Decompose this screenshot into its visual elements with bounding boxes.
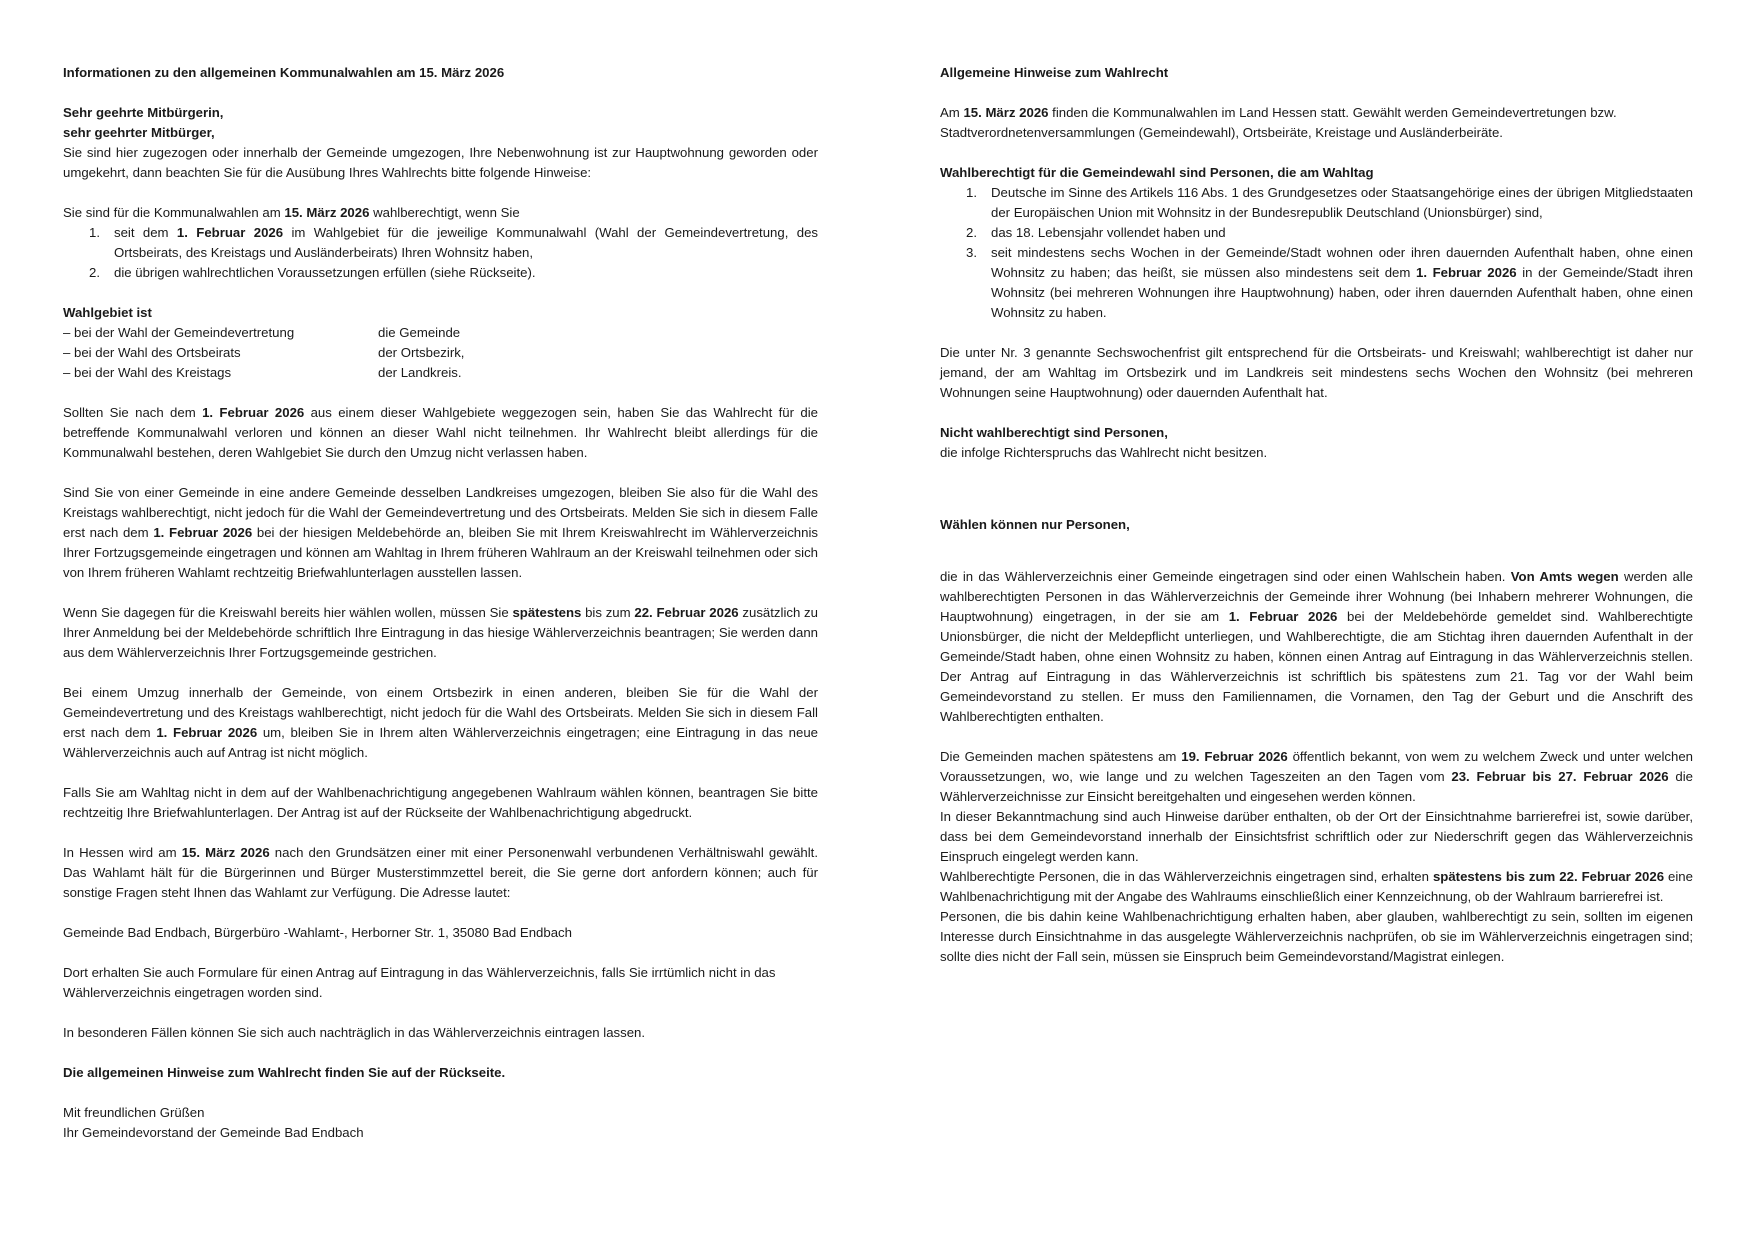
eligibility-list [63, 223, 818, 283]
can-vote-heading: Wählen können nur Personen, [940, 517, 1130, 532]
kreiswahl-paragraph: Wenn Sie dagegen für die Kreiswahl bereits hier wählen wollen, müssen Sie spätestens bis zum 22. Februar 2026 zusätzlich zu Ihrer Anmeldung bei der Meldebehörde schriftlich Ihre Eintragung in das hiesige Wählerverzeichnis beantragen; Sie werden dann aus dem Wählerverzeichnis Ihrer Fortzugsgemeinde gestrichen. [63, 605, 818, 660]
right-title: Allgemeine Hinweise zum Wahlrecht [940, 65, 1169, 80]
publish-paragraph: Die Gemeinden machen spätestens am 19. Februar 2026 öffentlich bekannt, von wem zu welchem Zweck und unter welchen Voraussetzungen, wo, wie lange und zu welchen Tageszeiten an den Tagen vom 23. Februar bis 27. Februar 2026 die Wählerverzeichnisse zur Einsicht bereitgehalten und eingesehen werden können. [940, 749, 1693, 804]
right-page [940, 63, 1693, 967]
register-paragraph: die in das Wählerverzeichnis einer Gemeinde eingetragen sind oder einen Wahlschein haben. Von Amts wegen werden alle wahlberechtigten Personen in das Wählerverzeichnis der Gemeinde ihrer Wohnung (bei Inhabern mehrerer Wohnungen, die Hauptwohnung) eingetragen, in der sie am 1. Februar 2026 bei der Meldebehörde gemeldet sind. Wahlberechtigte Unionsbürger, die nicht der Meldepflicht unterliegen, und Wahlberechtigte, die am Stichtag ihren dauernden Aufenthalt in der Gemeinde/Stadt haben, ohne einen Wohnsitz zu haben, können einen Antrag auf Eintragung in das Wählerverzeichnis stellen. Der Antrag auf Eintragung in das Wählerverzeichnis ist schriftlich bis spätestens zum 21. Tag vor der Wahl beim Gemeindevorstand zu stellen. Er muss den Familiennamen, die Vornamen, den Tag der Geburt und die Anschrift des Wahlberechtigten enthalten. [940, 569, 1694, 724]
eligibility-lead: Sie sind für die Kommunalwahlen am 15. März 2026 wahlberechtigt, wenn Sie [63, 205, 520, 220]
greeting-line-2: sehr geehrter Mitbürger, [63, 125, 215, 140]
list-item: 2. die übrigen wahlrechtlichen Voraussetzungen erfüllen (siehe Rückseite). [89, 265, 536, 280]
election-type: – bei der Wahl der Gemeindevertretung [63, 325, 295, 340]
intro-paragraph: Sie sind hier zugezogen oder innerhalb der Gemeinde umgezogen, Ihre Nebenwohnung ist zur Hauptwohnung geworden oder umgekehrt, dann beachten Sie für die Ausübung Ihres Wahlrechts bitte folgende Hinweise: [63, 145, 818, 180]
election-area: der Ortsbezirk, [378, 345, 465, 360]
not-eligible-text: die infolge Richterspruchs das Wahlrecht nicht besitzen. [940, 445, 1268, 460]
not-eligible-heading: Nicht wahlberechtigt sind Personen, [940, 425, 1168, 440]
office-address: Gemeinde Bad Endbach, Bürgerbüro -Wahlamt-, Herborner Str. 1, 35080 Bad Endbach [63, 925, 572, 940]
election-area: die Gemeinde [378, 325, 461, 340]
barrier-paragraph: In dieser Bekanntmachung sind auch Hinweise darüber enthalten, ob der Ort der Einsichtnahme barrierefrei ist, sowie darüber, dass bei dem Gemeindevorstand innerhalb der Einsichtsfrist schriftlich oder zur Niederschrift gegen das Wählerverzeichnis Einspruch eingelegt werden kann. [940, 809, 1693, 864]
same-district-paragraph: Sind Sie von einer Gemeinde in eine andere Gemeinde desselben Landkreises umgezogen, bleiben Sie also für die Wahl des Kreistags wahlberechtigt, nicht jedoch für die Wahl der Gemeindevertretung und des Ortsbeirats. Melden Sie sich in diesem Falle erst nach dem 1. Februar 2026 bei der hiesigen Meldebehörde an, bleiben Sie mit Ihrem Kreiswahlrecht im Wählerverzeichnis Ihrer Fortzugsgemeinde eingetragen und können am Wahltag in Ihrem früheren Wahlraum an der Kreiswahl teilnehmen oder sich von Ihrem früheren Wahlamt rechtzeitig Briefwahlunterlagen ausstellen lassen. [63, 485, 818, 580]
list-item: 2. das 18. Lebensjahr vollendet haben und [966, 225, 1226, 240]
greeting-line-1: Sehr geehrte Mitbürgerin, [63, 105, 224, 120]
internal-move-paragraph: Bei einem Umzug innerhalb der Gemeinde, von einem Ortsbezirk in einen anderen, bleiben Sie für die Wahl der Gemeindevertretung und des Kreistags wahlberechtigt, nicht jedoch für die Wahl des Ortsbeirats. Melden Sie sich in diesem Fall erst nach dem 1. Februar 2026 um, bleiben Sie in Ihrem alten Wählerverzeichnis eingetragen; eine Eintragung in das neue Wählerverzeichnis auch auf Antrag ist nicht möglich. [63, 685, 818, 760]
election-type: – bei der Wahl des Ortsbeirats [63, 345, 241, 360]
hessen-paragraph: In Hessen wird am 15. März 2026 nach den Grundsätzen einer mit einer Personenwahl verbundenen Verhältniswahl gewählt. Das Wahlamt hält für die Bürgerinnen und Bürger Musterstimmzettel bereit, die Sie gerne dort anfordern können; auch für sonstige Fragen steht Ihnen das Wahlamt zur Verfügung. Die Adresse lautet: [63, 845, 818, 900]
wahlgebiet-heading: Wahlgebiet ist [63, 305, 152, 320]
right-intro: Am 15. März 2026 finden die Kommunalwahlen im Land Hessen statt. Gewählt werden Gemeindevertretungen bzw. Stadtverordnetenversammlungen (Gemeindewahl), Ortsbeiräte, Kreistage und Ausländerbeiräte. [940, 105, 1617, 140]
wahlgebiet-table [63, 323, 818, 383]
left-page [63, 63, 818, 1143]
notification-paragraph: Wahlberechtigte Personen, die in das Wählerverzeichnis eingetragen sind, erhalten spätestens bis zum 22. Februar 2026 eine Wahlbenachrichtigung mit der Angabe des Wahlraums einschließlich einer Kennzeichnung, ob der Wahlraum barrierefrei ist. [940, 869, 1693, 904]
eligible-list [940, 183, 1693, 323]
moved-away-paragraph: Sollten Sie nach dem 1. Februar 2026 aus einem dieser Wahlgebiete weggezogen sein, haben Sie das Wahlrecht für die betreffende Kommunalwahl verloren und können an dieser Wahl nicht teilnehmen. Ihr Wahlrecht bleibt allerdings für die Kommunalwahl bestehen, deren Wahlgebiet Sie durch den Umzug nicht verlassen haben. [63, 405, 818, 460]
briefwahl-paragraph: Falls Sie am Wahltag nicht in dem auf der Wahlbenachrichtigung angegebenen Wahlraum wählen können, beantragen Sie bitte rechtzeitig Ihre Briefwahlunterlagen. Der Antrag ist auf der Rückseite der Wahlbenachrichtigung abgedruckt. [63, 785, 818, 820]
closing-line-1: Mit freundlichen Grüßen [63, 1105, 205, 1120]
check-register-paragraph: Personen, die bis dahin keine Wahlbenachrichtigung erhalten haben, aber glauben, wahlberechtigt zu sein, sollten im eigenen Interesse durch Einsichtnahme in das ausgelegte Wählerverzeichnis nachprüfen, ob sie im Wählerverzeichnis eingetragen sind; sollte dies nicht der Fall sein, müssen sie Einspruch beim Gemeindevorstand/Magistrat einlegen. [940, 909, 1693, 964]
forms-paragraph: Dort erhalten Sie auch Formulare für einen Antrag auf Eintragung in das Wählerverzeichnis, falls Sie irrtümlich nicht in das Wählerverzeichnis eingetragen worden sind. [63, 965, 776, 1000]
list-item: 1. Deutsche im Sinne des Artikels 116 Abs. 1 des Grundgesetzes oder Staatsangehörige eines der übrigen Mitgliedstaaten der Europäischen Union mit Wohnsitz in der Bundesrepublik Deutschland (Unionsbürger) sind, [966, 185, 1693, 220]
election-type: – bei der Wahl des Kreistags [63, 365, 232, 380]
special-cases-paragraph: In besonderen Fällen können Sie sich auch nachträglich in das Wählerverzeichnis eintragen lassen. [63, 1025, 646, 1040]
six-weeks-paragraph: Die unter Nr. 3 genannte Sechswochenfrist gilt entsprechend für die Ortsbeirats- und Kreiswahl; wahlberechtigt ist daher nur jemand, der am Wahltag im Ortsbezirk und im Landkreis seit mindestens sechs Wochen den Wohnsitz (bei mehreren Wohnungen seine Hauptwohnung) oder dauernden Aufenthalt hat. [940, 345, 1693, 400]
signature: Ihr Gemeindevorstand der Gemeinde Bad Endbach [63, 1125, 364, 1140]
eligible-heading: Wahlberechtigt für die Gemeindewahl sind Personen, die am Wahltag [940, 165, 1374, 180]
list-item: 1. seit dem 1. Februar 2026 im Wahlgebiet für die jeweilige Kommunalwahl (Wahl der Gemeindevertretung, des Ortsbeirats, des Kreistags und Ausländerbeirats) Ihren Wohnsitz haben, [89, 225, 818, 260]
election-area: der Landkreis. [378, 365, 462, 380]
left-title: Informationen zu den allgemeinen Kommunalwahlen am 15. März 2026 [63, 65, 505, 80]
reverse-side-note: Die allgemeinen Hinweise zum Wahlrecht finden Sie auf der Rückseite. [63, 1065, 506, 1080]
list-item: 3. seit mindestens sechs Wochen in der Gemeinde/Stadt wohnen oder ihren dauernden Aufenthalt haben, ohne einen Wohnsitz zu haben; das heißt, sie müssen also mindestens seit dem 1. Februar 2026 in der Gemeinde/Stadt ihren Wohnsitz (bei mehreren Wohnungen ihre Hauptwohnung) haben, oder ihren dauernden Aufenthalt haben, ohne einen Wohnsitz zu haben. [966, 245, 1694, 320]
